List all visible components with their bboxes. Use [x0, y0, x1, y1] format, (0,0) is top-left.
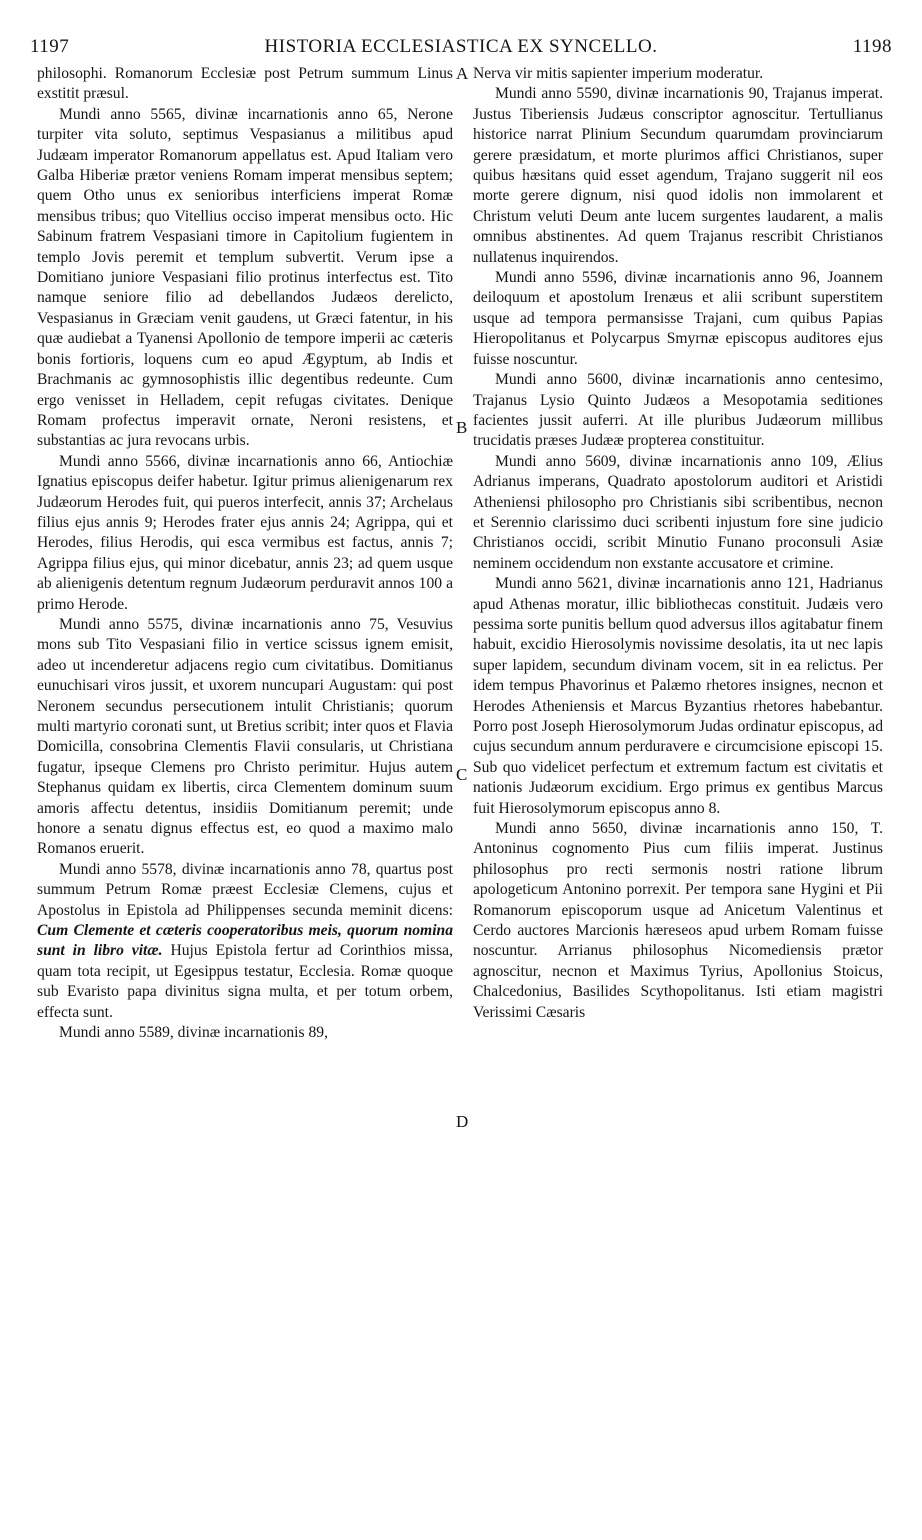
- paragraph: Mundi anno 5575, divinæ incarnationis anno 75, Vesuvius mons sub Tito Vespasiani filio in vertice scissus ignem emisit, adeo ut incenderetur adjacens regio cum civitatibus. Domitianus eunuchisari viros jussit, et uxorem nuncupari Augustam: qui post Neronem secundus persecutionem intulit Christianis; quorum multi martyrio coronati sunt, ut Bretius scribit; inter quos et Flavia Domicilla, consobrina Clementis Flavii consularis, ut Christiana fugatur, ipseque Clemens pro Christo perimitur. Hujus autem Stephanus quidam ex libertis, circa Clementem dominum suum amoris affectu detentus, insidiis Domitianum peremit; unde honore a senatu dignus effectus est, eo quod a maximo malo Romanos eruerit.: [37, 615, 453, 858]
- margin-marker-b: B: [456, 418, 468, 437]
- paragraph: Mundi anno 5596, divinæ incarnationis anno 96, Joannem deiloquum et apostolum Irenæus et alii scribunt superstitem usque ad tempora permansisse Trajani, cum quibus Papias Hieropolitanus et Polycarpus Smyrnæ episcopus auditores ejus fuisse noscuntur.: [473, 269, 883, 368]
- paragraph-text: Mundi anno 5578, divinæ incarnationis anno 78, quartus post summum Petrum Romæ præest Ecclesiæ Clemens, cujus et Apostolus in Epistola ad Philippenses secunda meminit dicens:: [37, 860, 453, 919]
- page-number-right: 1198: [852, 36, 892, 57]
- paragraph: Mundi anno 5600, divinæ incarnationis anno centesimo, Trajanus Lysio Quinto Judæos a Mesopotamia seditiones facientes jussit auferri. At ille pluribus Judæorum millibus trucidatis præses Judææ propterea constituitur.: [473, 371, 883, 450]
- paragraph: Mundi anno 5590, divinæ incarnationis 90, Trajanus imperat. Justus Tiberiensis Judæus conscriptor agnoscitur. Tertullianus historice narrat Plinium Secundum quarumdam provinciarum gerere præsidatum, et morte plurimos affici Christianos, super quibus hæsitans quid esset agendum, Trajano suggerit nil eos morte gerere dignum, nisi quod idolis non immolarent et Christum veluti Deum ante lucem surgentes laudarent, a malis omnibus abstinentes. Ad quem Trajanus rescribit Christianos nullatenus inquirendos.: [473, 85, 883, 266]
- paragraph: Nerva vir mitis sapienter imperium moderatur.: [473, 65, 764, 82]
- running-title: HISTORIA ECCLESIASTICA EX SYNCELLO.: [264, 36, 658, 57]
- paragraph: Mundi anno 5650, divinæ incarnationis anno 150, T. Antoninus cognomento Pius cum filiis imperat. Justinus philosophus pro recti sermonis nostri ratione librum apologeticum Antonino porrexit. Per tempora sane Hygini et Pii Romanorum episcoporum usque ad Anicetum Valentinus et Cerdo auctores Marcionis hæreseos apud urbem Romam fuisse noscuntur. Arrianus philosophus Nicomediensis prætor agnoscitur, necnon et Maximus Tyrius, Apollonius Stoicus, Chalcedonius, Basilides Scythopolitanus. Isti etiam magistri Verissimi Cæsaris: [473, 820, 883, 1021]
- margin-marker-c: C: [456, 765, 468, 784]
- scripture-quote: Cum Clemente et cæteris cooperatoribus meis, quorum nomina sunt in libro vitæ.: [37, 922, 453, 960]
- paragraph-text: Hujus Epistola fertur ad Corinthios missa, quam tota recipit, ut Egesippus testatur, Ecclesia. Romæ quoque sub Evaristo papa divinitus signa multa, et per totum orbem, effecta sunt.: [37, 942, 453, 1021]
- paragraph: Mundi anno 5621, divinæ incarnationis anno 121, Hadrianus apud Athenas moratur, illic bibliothecas constituit. Judæis vero pessima sorte punitis bellum quod adversus illos agitabatur finem habuit, excidio Hierosolymis novissime desolatis, ita ut nec lapis super lapidem, secundum divinam vocem, sit in ea relictus. Per idem tempus Phavorinus et Palæmo rhetores insignes, necnon et Herodes Atheniensis et Marcus Byzantius rhetores habebantur. Porro post Joseph Hierosolymorum Judas ordinatur episcopus, ad cujus secundum annum perduravere e circumcisione episcopi 15. Sub quo videlicet perfectum et extremum factum est civitatis et nationis Judæorum excidium. Ergo primus ex gentibus Marcus fuit Hierosolymorum episcopus anno 8.: [473, 575, 883, 817]
- margin-marker-d: D: [456, 1112, 469, 1131]
- page-number-left: 1197: [30, 36, 70, 57]
- paragraph: [37, 860, 453, 1023]
- margin-marker-a: A: [456, 64, 469, 83]
- paragraph: Mundi anno 5609, divinæ incarnationis anno 109, Ælius Adrianus imperans, Quadrato apostolorum auditori et Aristidi Atheniensi philosopho pro Christianis sibi scribentibus, necnon et Serennio clarissimo duci scribenti injustum fore sine judicio Christianos occidi, scribit Minutio Funano proconsuli Asiæ neminem occidendum non exstante accusatore et crimine.: [473, 452, 883, 572]
- running-header: [30, 36, 892, 62]
- paragraph: Mundi anno 5565, divinæ incarnationis anno 65, Nerone turpiter vita soluto, septimus Vespasianus a militibus apud Judæam imperator Romanorum appellatus est. Apud Italiam vero Galba Hiberiæ prætor veniens Romam imperat mensibus septem; quem Otho unus ex senioribus interficiens imperat Romæ mensibus tribus; quo Vitellius occiso imperat mensibus octo. Hic Sabinum fratrem Vespasiani timore in Capitolium fugientem in templo Jovis peremit et templum subvertit. Verum ipse a Domitiano juniore Vespasiani filio protinus interfectus est. Tito namque seniore filio ad debellandos Judæos derelicto, Vespasianus in Græciam venit gaudens, ut Græci fatentur, in his quæ audiebat a Tyanensi Apollonio de tempore imperii ac cæteris bonis fortioris, loquens cum eo apud Ægyptum, ab Indis et Brachmanis ac gymnosophistis illic degentibus redeunte. Cum ergo venisset in Helladem, cepit refugas civitates. Denique Romam profectus imperavit ornate, Neroni resistens, et substantias ac jura revocans urbis.: [37, 105, 453, 450]
- paragraph: philosophi. Romanorum Ecclesiæ post Petrum summum Linus exstitit præsul.: [37, 65, 453, 103]
- right-column: [473, 64, 883, 1530]
- paragraph: Mundi anno 5566, divinæ incarnationis anno 66, Antiochiæ Ignatius episcopus deifer habetur. Igitur primus alienigenarum rex Judæorum Herodes fuit, qui pueros interfecit, annis 37; Archelaus filius ejus annis 9; Herodes frater ejus annis 24; Agrippa, qui et Herodes, filius Herodis, qui esca vermibus est factus, annis 7; Agrippa filius ejus, qui minor dicebatur, annis 23; ad quem usque ab alienigenis detentum regnum Judæorum perduravit annos 100 a primo Herode.: [37, 452, 453, 613]
- paragraph: Mundi anno 5589, divinæ incarnationis 89,: [59, 1024, 328, 1042]
- left-column: [37, 64, 453, 1530]
